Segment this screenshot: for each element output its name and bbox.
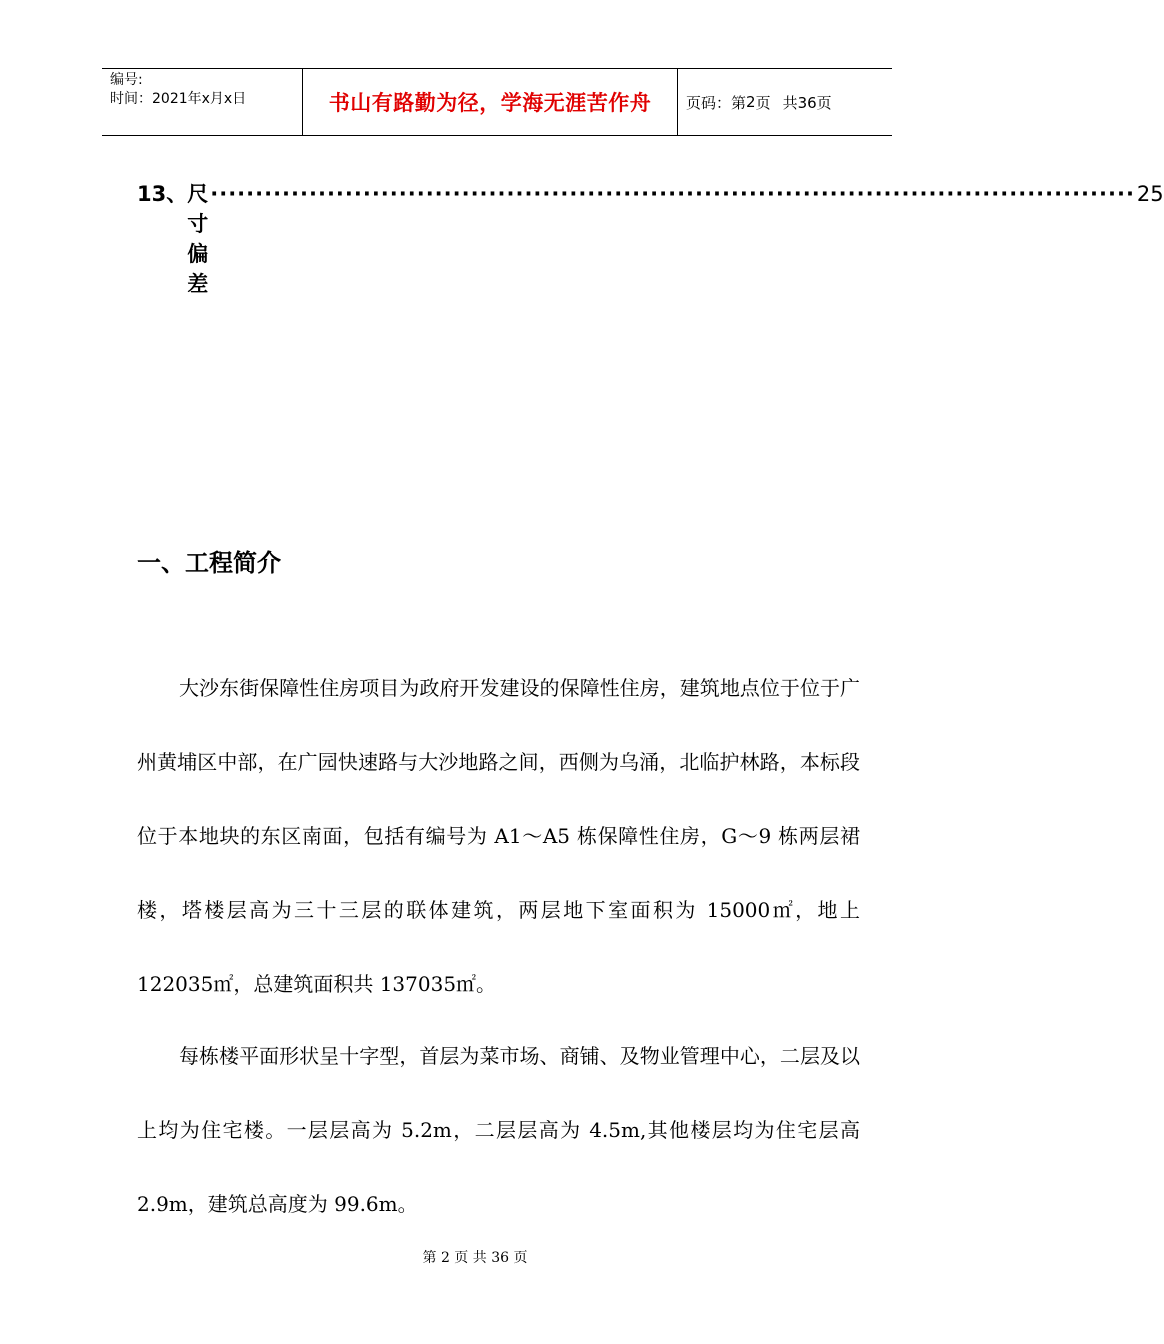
- section-title: 一、工程简介: [137, 549, 281, 577]
- date-label: 时间：2021年x月x日: [110, 91, 247, 107]
- page-info-current: 2: [746, 93, 756, 111]
- toc-entry-page: 25: [1136, 182, 1164, 206]
- header-meta: [102, 69, 303, 135]
- body-paragraph-2-container: [137, 1019, 860, 1241]
- header-motto: 书山有路勤为径，学海无涯苦作舟: [303, 69, 678, 135]
- body-paragraph-1-container: [137, 651, 860, 1021]
- body-paragraph: 大沙东街保障性住房项目为政府开发建设的保障性住房，建筑地点位于位于广州黄埔区中部，在广园快速路与大沙地路之间，西侧为乌涌，北临护林路，本标段位于本地块的东区南面，包括有编号为 A1～A5 栋保障性住房，G～9 栋两层裙楼，塔楼层高为三十三层的联体建筑，两层地下室面积为 15000㎡，地上 122035㎡，总建筑面积共 137035㎡。: [137, 676, 860, 996]
- toc-entry-title: 尺寸偏差: [187, 182, 209, 296]
- body-paragraph: 每栋楼平面形状呈十字型，首层为菜市场、商铺、及物业管理中心，二层及以上均为住宅楼。一层层高为 5.2m，二层层高为 4.5m,其他楼层均为住宅层高 2.9m，建筑总高度为 99.6m。: [137, 1044, 860, 1216]
- toc-leader-dots: ·······································································································: [210, 182, 1135, 206]
- document-header: [102, 68, 892, 136]
- toc-entry-number: 13、: [137, 182, 188, 206]
- code-label: 编号:: [110, 72, 143, 88]
- header-page-info: [678, 69, 892, 135]
- toc-entry[interactable]: [137, 178, 1164, 298]
- page-info-prefix: 页码：第: [686, 93, 747, 112]
- page-info-total: 共36页: [782, 93, 832, 112]
- page-info-mid: 页: [755, 93, 771, 112]
- page-footer: 第 2 页 共 36 页: [422, 1250, 528, 1266]
